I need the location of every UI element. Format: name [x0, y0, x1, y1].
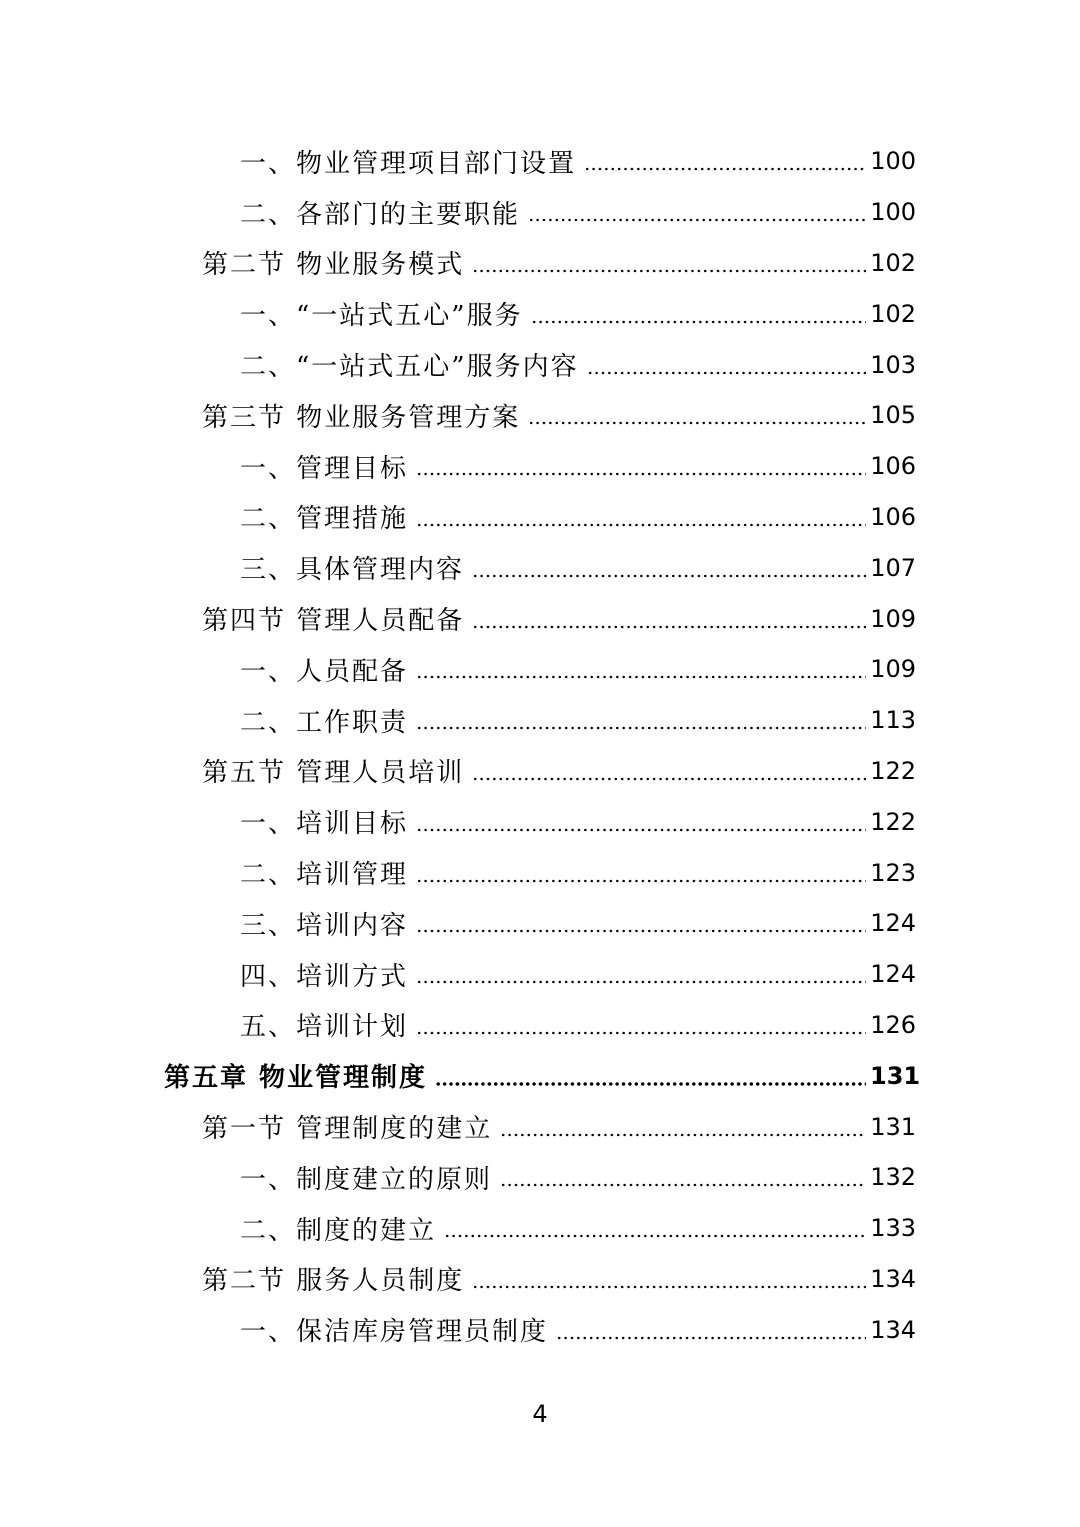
toc-entry-item[interactable] — [240, 695, 916, 746]
toc-dot-leader — [472, 250, 866, 276]
table-of-contents — [0, 136, 1080, 1355]
toc-dot-leader — [587, 352, 866, 378]
toc-entry-title: 一、人员配备 — [240, 656, 409, 687]
toc-entry-page: 100 — [870, 147, 916, 176]
toc-dot-leader — [416, 707, 866, 733]
toc-entry-page: 133 — [870, 1214, 916, 1243]
toc-entry-section[interactable] — [202, 238, 916, 289]
toc-entry-title: 第二节 服务人员制度 — [202, 1266, 465, 1297]
toc-dot-leader — [472, 555, 866, 581]
toc-dot-leader — [500, 1114, 866, 1140]
toc-entry-item[interactable] — [240, 898, 916, 949]
toc-entry-title: 一、制度建立的原则 — [240, 1164, 493, 1195]
toc-entry-title: 二、工作职责 — [240, 707, 409, 738]
toc-entry-page: 131 — [870, 1061, 921, 1090]
toc-entry-section[interactable] — [202, 1254, 916, 1305]
toc-entry-title: 二、制度的建立 — [240, 1215, 437, 1246]
toc-entry-section[interactable] — [202, 746, 916, 797]
toc-entry-page: 109 — [870, 604, 916, 633]
toc-entry-title: 第一节 管理制度的建立 — [202, 1114, 493, 1145]
toc-entry-title: 第四节 管理人员配备 — [202, 606, 465, 637]
toc-entry-page: 122 — [870, 807, 916, 836]
toc-entry-page: 122 — [870, 756, 916, 785]
toc-entry-title: 第五章 物业管理制度 — [164, 1063, 428, 1094]
toc-entry-section[interactable] — [202, 1101, 916, 1152]
toc-entry-item[interactable] — [240, 1203, 916, 1254]
toc-dot-leader — [416, 656, 866, 682]
toc-dot-leader — [531, 301, 866, 327]
toc-dot-leader — [556, 1317, 866, 1343]
toc-entry-item[interactable] — [240, 187, 916, 238]
toc-entry-item[interactable] — [240, 492, 916, 543]
toc-entry-page: 102 — [870, 299, 916, 328]
toc-dot-leader — [416, 809, 866, 835]
toc-entry-title: 三、培训内容 — [240, 910, 409, 941]
toc-dot-leader — [435, 1063, 866, 1089]
toc-entry-page: 105 — [870, 401, 916, 430]
toc-entry-title: 四、培训方式 — [240, 961, 409, 992]
toc-entry-item[interactable] — [240, 441, 916, 492]
toc-entry-page: 123 — [870, 858, 916, 887]
toc-dot-leader — [416, 910, 866, 936]
toc-entry-title: 一、保洁库房管理员制度 — [240, 1317, 549, 1348]
toc-entry-title: 二、各部门的主要职能 — [240, 199, 521, 230]
toc-entry-title: 三、具体管理内容 — [240, 555, 465, 586]
toc-entry-page: 103 — [870, 350, 916, 379]
toc-entry-title: 第二节 物业服务模式 — [202, 250, 465, 281]
toc-dot-leader — [416, 504, 866, 530]
toc-entry-item[interactable] — [240, 288, 916, 339]
toc-dot-leader — [472, 606, 866, 632]
toc-entry-page: 102 — [870, 248, 916, 277]
toc-dot-leader — [528, 199, 866, 225]
toc-entry-chapter[interactable] — [164, 1050, 921, 1101]
toc-entry-title: 五、培训计划 — [240, 1012, 409, 1043]
toc-entry-title: 二、培训管理 — [240, 860, 409, 891]
toc-dot-leader — [416, 453, 866, 479]
toc-entry-page: 124 — [870, 960, 916, 989]
toc-dot-leader — [500, 1164, 866, 1190]
toc-entry-item[interactable] — [240, 1000, 916, 1051]
toc-dot-leader — [416, 961, 866, 987]
toc-entry-item[interactable] — [240, 847, 916, 898]
toc-entry-page: 134 — [870, 1315, 916, 1344]
toc-entry-item[interactable] — [240, 644, 916, 695]
toc-dot-leader — [416, 860, 866, 886]
toc-dot-leader — [584, 148, 866, 174]
toc-entry-page: 109 — [870, 655, 916, 684]
toc-entry-title: 一、培训目标 — [240, 809, 409, 840]
toc-dot-leader — [528, 402, 866, 428]
toc-entry-title: 一、“一站式五心”服务 — [240, 301, 523, 332]
toc-entry-title: 二、管理措施 — [240, 504, 409, 535]
toc-entry-item[interactable] — [240, 339, 916, 390]
toc-entry-item[interactable] — [240, 949, 916, 1000]
toc-entry-page: 100 — [870, 198, 916, 227]
toc-entry-item[interactable] — [240, 542, 916, 593]
toc-entry-title: 一、物业管理项目部门设置 — [240, 148, 577, 179]
toc-dot-leader — [444, 1215, 866, 1241]
toc-entry-page: 124 — [870, 909, 916, 938]
toc-entry-page: 113 — [870, 706, 916, 735]
toc-entry-section[interactable] — [202, 593, 916, 644]
toc-entry-item[interactable] — [240, 796, 916, 847]
toc-entry-item[interactable] — [240, 136, 916, 187]
toc-entry-page: 106 — [870, 452, 916, 481]
toc-entry-section[interactable] — [202, 390, 916, 441]
toc-entry-page: 131 — [870, 1112, 916, 1141]
toc-entry-page: 132 — [870, 1163, 916, 1192]
toc-entry-title: 二、“一站式五心”服务内容 — [240, 352, 579, 383]
toc-entry-item[interactable] — [240, 1304, 916, 1355]
toc-entry-page: 106 — [870, 502, 916, 531]
toc-entry-item[interactable] — [240, 1152, 916, 1203]
page-number: 4 — [532, 1400, 548, 1428]
toc-entry-page: 134 — [870, 1264, 916, 1293]
toc-entry-title: 一、管理目标 — [240, 453, 409, 484]
toc-dot-leader — [416, 1012, 866, 1038]
toc-entry-page: 126 — [870, 1010, 916, 1039]
toc-dot-leader — [472, 1266, 866, 1292]
toc-dot-leader — [472, 758, 866, 784]
toc-entry-page: 107 — [870, 553, 916, 582]
toc-entry-title: 第三节 物业服务管理方案 — [202, 402, 521, 433]
toc-entry-title: 第五节 管理人员培训 — [202, 758, 465, 789]
